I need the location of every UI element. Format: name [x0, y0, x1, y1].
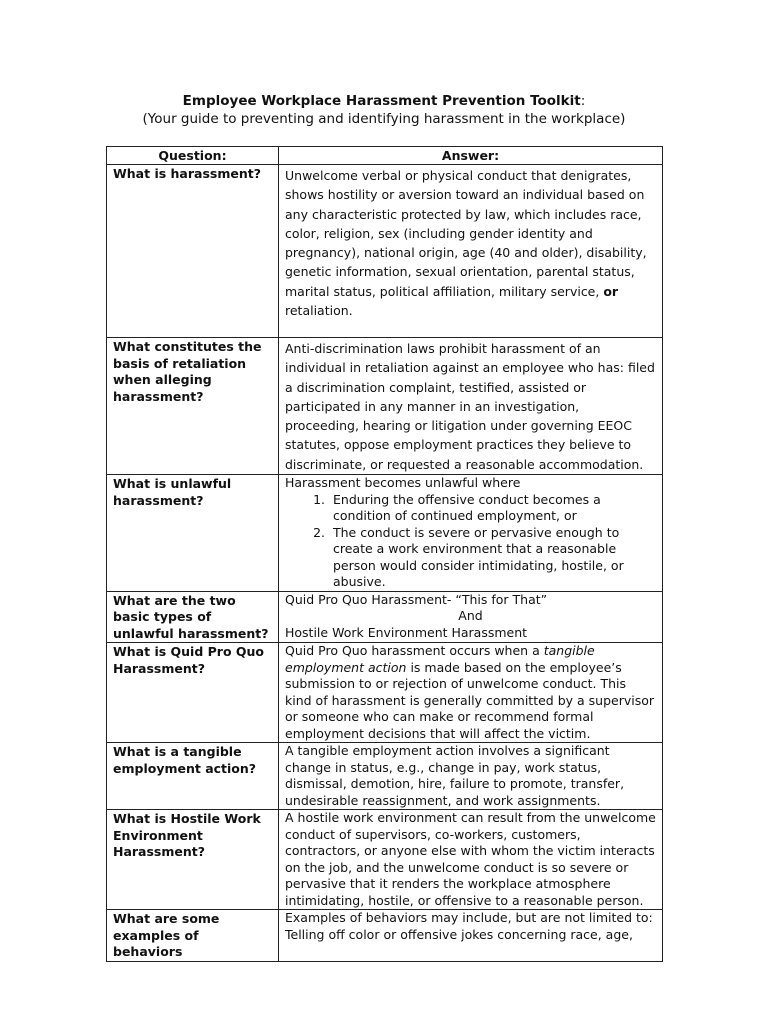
- list-item: 1. Enduring the offensive conduct becomes a condition of continued employment, or: [329, 492, 656, 525]
- answer-cell: A hostile work environment can result from the unwelcome conduct of supervisors, co-workers, customers, contractors, or anyone else with whom the victim interacts on the job, and the unwelcome conduct is so severe or pervasive that it renders the workplace atmosphere intimidating, hostile, or offensive to a reasonable person.: [279, 810, 663, 910]
- table-row: [107, 591, 663, 643]
- table-row: [107, 475, 663, 592]
- question-cell: What is Quid Pro Quo Harassment?: [107, 643, 279, 743]
- answer-header: Answer:: [279, 147, 663, 165]
- question-cell: What are some examples of behaviors: [107, 910, 279, 962]
- question-cell: What constitutes the basis of retaliation when alleging harassment?: [107, 338, 279, 475]
- answer-line: Quid Pro Quo Harassment- “This for That”: [285, 591, 548, 607]
- list-item: 2. The conduct is severe or pervasive enough to create a work environment that a reasonable person would consider intimidating, hostile, or abusive.: [329, 525, 656, 591]
- table-header-row: [107, 147, 663, 165]
- qa-table: [106, 146, 663, 962]
- title-text: Employee Workplace Harassment Prevention Toolkit: [182, 93, 581, 109]
- answer-cell: Examples of behaviors may include, but are not limited to: Telling off color or offensive jokes concerning race, age,: [279, 910, 663, 962]
- question-cell: What is Hostile Work Environment Harassment?: [107, 810, 279, 910]
- answer-cell: [279, 165, 663, 338]
- answer-text: Quid Pro Quo harassment occurs when a: [285, 643, 540, 659]
- table-row: [107, 910, 663, 962]
- answer-list: [285, 492, 656, 591]
- answer-italic: tangible employment action: [285, 643, 595, 675]
- answer-cell: [279, 643, 663, 743]
- answer-cell: A tangible employment action involves a significant change in status, e.g., change in pay, work status, dismissal, demotion, hire, failure to promote, transfer, undesirable reassignment, and work assignments.: [279, 743, 663, 810]
- question-cell: What is a tangible employment action?: [107, 743, 279, 810]
- document-title: [0, 92, 768, 110]
- answer-intro: Harassment becomes unlawful where: [285, 475, 521, 491]
- question-cell: What are the two basic types of unlawful harassment?: [107, 591, 279, 643]
- table-row: [107, 338, 663, 475]
- answer-text: Unwelcome verbal or physical conduct that denigrates, shows hostility or aversion toward an individual based on any characteristic protected by law, which includes race, color, religion, sex (including gender identity and pregnancy), national origin, age (40 and older), disability, genetic information, sexual orientation, parental status, marital status, political affiliation, military service,: [285, 168, 647, 299]
- question-cell: What is harassment?: [107, 165, 279, 338]
- table-row: [107, 643, 663, 743]
- answer-cell: [279, 475, 663, 592]
- answer-cell: Anti-discrimination laws prohibit harassment of an individual in retaliation against an employee who has: filed a discrimination complaint, testified, assisted or participated in any manner in an investigation, proceeding, hearing or litigation under governing EEOC statutes, oppose employment practices they believe to discriminate, or requested a reasonable accommodation.: [279, 338, 663, 475]
- table-row: [107, 743, 663, 810]
- answer-line: Hostile Work Environment Harassment: [285, 624, 528, 640]
- question-header: Question:: [107, 147, 279, 165]
- answer-bold-or: or: [603, 283, 619, 299]
- question-cell: What is unlawful harassment?: [107, 475, 279, 592]
- document-subtitle: (Your guide to preventing and identifying harassment in the workplace): [142, 111, 626, 127]
- table-row: [107, 810, 663, 910]
- table-row: [107, 165, 663, 338]
- answer-text-end: retaliation.: [285, 303, 353, 319]
- title-colon: :: [580, 93, 586, 109]
- answer-cell: [279, 591, 663, 643]
- answer-text: is made based on the employee’s submission to or rejection of unwelcome conduct. This kind of harassment is generally committed by a supervisor or someone who can make or recommend formal employment decisions that will affect the victim.: [285, 659, 655, 741]
- answer-line-and: And: [458, 608, 483, 624]
